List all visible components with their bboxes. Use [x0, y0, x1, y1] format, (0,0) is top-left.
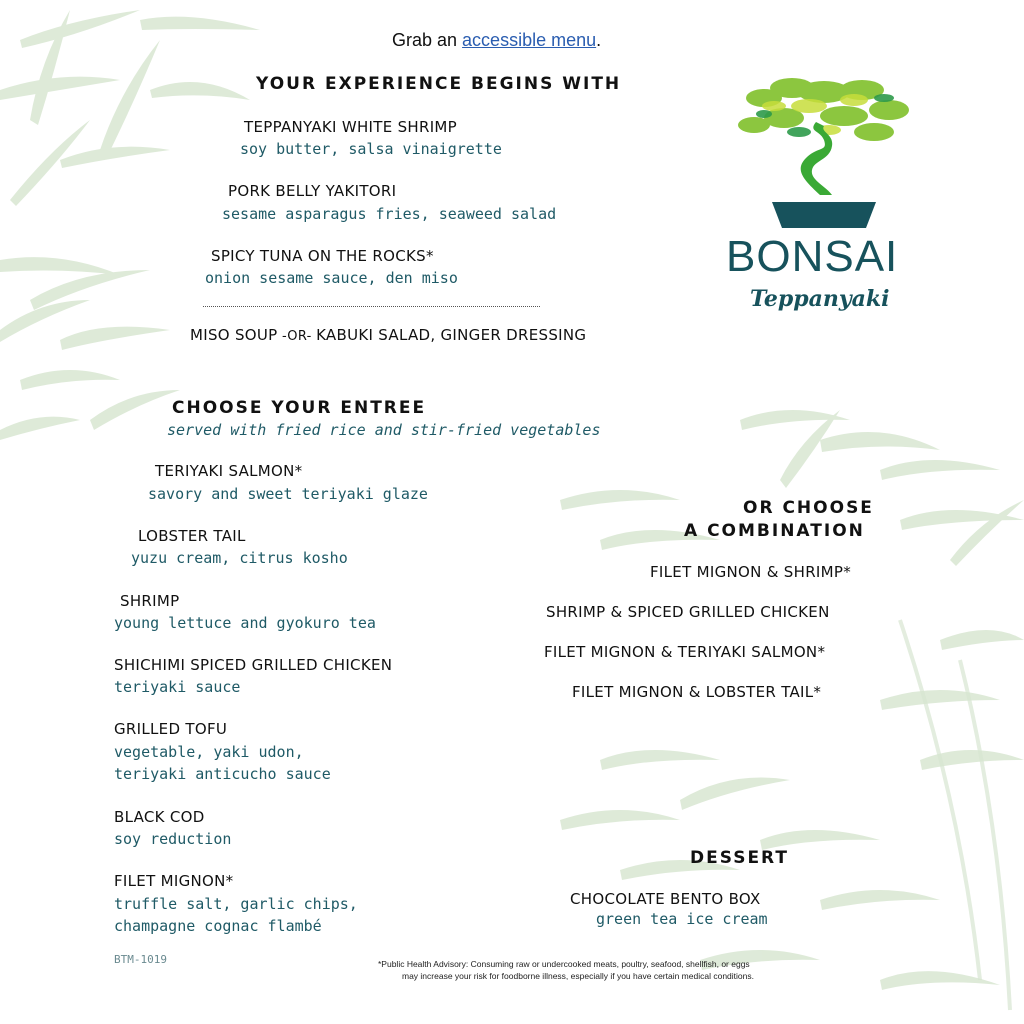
- dessert-name: CHOCOLATE BENTO BOX: [570, 890, 761, 908]
- dessert-heading: DESSERT: [690, 848, 789, 868]
- soup-option: MISO SOUP: [190, 326, 278, 344]
- entree-heading: CHOOSE YOUR ENTREE: [172, 398, 427, 418]
- entree-desc: teriyaki anticucho sauce: [114, 765, 331, 783]
- note-suffix: .: [596, 30, 602, 50]
- entree-name: LOBSTER TAIL: [138, 527, 246, 545]
- entree-desc: vegetable, yaki udon,: [114, 743, 304, 761]
- entree-desc: soy reduction: [114, 830, 232, 848]
- entree-subheading: served with fried rice and stir-fried vegetables: [167, 421, 601, 439]
- bonsai-tree-icon: [724, 70, 924, 230]
- soup-salad-choice: [190, 326, 586, 344]
- health-advisory-line2: may increase your risk for foodborne illness, especially if you have certain medical conditions.: [402, 971, 754, 981]
- menu-item-name: PORK BELLY YAKITORI: [228, 182, 397, 200]
- entree-desc: teriyaki sauce: [114, 678, 241, 696]
- accessible-menu-note: [392, 30, 601, 51]
- entree-desc: truffle salt, garlic chips,: [114, 895, 358, 913]
- entree-desc: champagne cognac flambé: [114, 917, 322, 935]
- combination-heading-line1: OR CHOOSE: [743, 498, 874, 518]
- or-separator: -OR-: [277, 329, 317, 344]
- salad-option: KABUKI SALAD, GINGER DRESSING: [316, 326, 587, 344]
- menu-item-desc: sesame asparagus fries, seaweed salad: [222, 205, 557, 223]
- entree-desc: yuzu cream, citrus kosho: [131, 549, 348, 567]
- note-prefix: Grab an: [392, 30, 463, 50]
- entree-name: FILET MIGNON*: [114, 872, 234, 890]
- entree-name: GRILLED TOFU: [114, 720, 228, 738]
- combination-item: SHRIMP & SPICED GRILLED CHICKEN: [546, 603, 830, 621]
- dessert-desc: green tea ice cream: [596, 910, 768, 928]
- entree-name: BLACK COD: [114, 808, 205, 826]
- entree-name: TERIYAKI SALMON*: [155, 462, 303, 480]
- entree-desc: young lettuce and gyokuro tea: [114, 614, 376, 632]
- experience-heading: YOUR EXPERIENCE BEGINS WITH: [256, 74, 622, 94]
- health-advisory-line1: *Public Health Advisory: Consuming raw or undercooked meats, poultry, seafood, shellfish, or eggs: [378, 959, 750, 969]
- combination-item: FILET MIGNON & LOBSTER TAIL*: [572, 683, 822, 701]
- menu-item-name: SPICY TUNA ON THE ROCKS*: [211, 247, 434, 265]
- divider: [203, 306, 540, 307]
- combination-item: FILET MIGNON & TERIYAKI SALMON*: [544, 643, 826, 661]
- entree-name: SHRIMP: [120, 592, 180, 610]
- menu-code: BTM-1019: [114, 953, 167, 966]
- logo-subtitle: Teppanyaki: [750, 286, 890, 312]
- entree-desc: savory and sweet teriyaki glaze: [148, 485, 428, 503]
- menu-item-name: TEPPANYAKI WHITE SHRIMP: [244, 118, 458, 136]
- menu-item-desc: onion sesame sauce, den miso: [205, 269, 458, 287]
- combination-heading-line2: A COMBINATION: [684, 521, 865, 541]
- accessible-menu-link[interactable]: accessible menu: [462, 30, 597, 50]
- entree-name: SHICHIMI SPICED GRILLED CHICKEN: [114, 656, 393, 674]
- combination-item: FILET MIGNON & SHRIMP*: [650, 563, 852, 581]
- menu-item-desc: soy butter, salsa vinaigrette: [240, 140, 502, 158]
- logo-title: BONSAI: [726, 232, 899, 281]
- bonsai-logo: [724, 70, 924, 340]
